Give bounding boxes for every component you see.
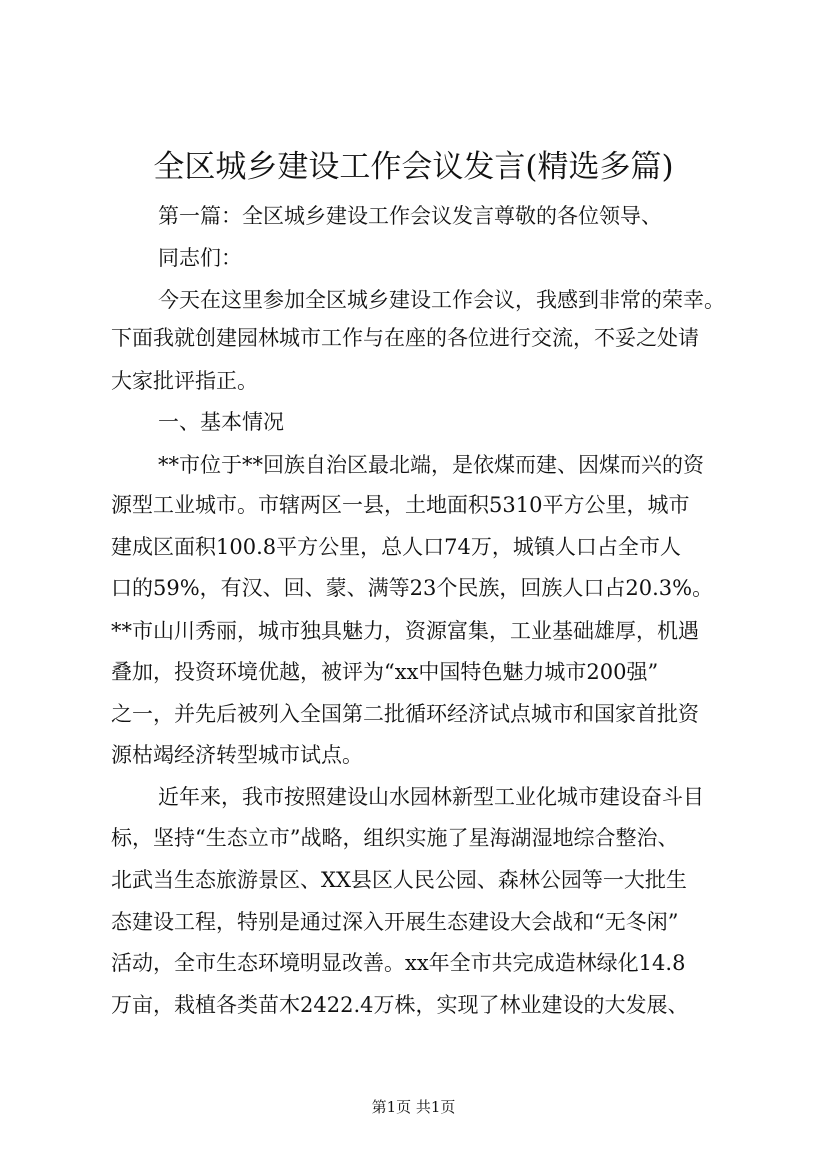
text-line: 今天在这里参加全区城乡建设工作会议，我感到非常的荣幸。 <box>158 288 725 312</box>
document-title: 全区城乡建设工作会议发言(精选多篇) <box>153 149 674 185</box>
page-number-footer: 第1页 共1页 <box>371 1098 456 1116</box>
text-line: 源型工业城市。市辖两区一县，土地面积5310平方公里，城市 <box>111 493 690 517</box>
text-line: 源枯竭经济转型城市试点。 <box>111 743 363 767</box>
text-line: 活动，全市生态环境明显改善。xx年全市共完成造林绿化14.8 <box>111 951 686 975</box>
text-line: 第一篇：全区城乡建设工作会议发言尊敬的各位领导、 <box>158 204 662 228</box>
text-line: 大家批评指正。 <box>111 369 258 393</box>
text-line: **市位于**回族自治区最北端，是依煤而建、因煤而兴的资 <box>158 453 704 477</box>
text-line: 口的59%，有汉、回、蒙、满等23个民族，回族人口占20.3%。 <box>111 576 714 600</box>
text-line: 同志们： <box>158 246 242 270</box>
text-line: 态建设工程，特别是通过深入开展生态建设大会战和“无冬闲” <box>111 910 679 934</box>
text-line: 近年来，我市按照建设山水园林新型工业化城市建设奋斗目 <box>158 785 704 809</box>
text-line: 叠加，投资环境优越，被评为“xx中国特色魅力城市200强” <box>111 660 659 684</box>
text-line: 建成区面积100.8平方公里，总人口74万，城镇人口占全市人 <box>111 535 681 559</box>
text-line: 之一，并先后被列入全国第二批循环经济试点城市和国家首批资 <box>111 702 699 726</box>
text-line: 万亩，栽植各类苗木2422.4万株，实现了林业建设的大发展、 <box>111 993 689 1017</box>
text-line: 标，坚持“生态立市”战略，组织实施了星海湖湿地综合整治、 <box>111 826 679 850</box>
text-line: 北武当生态旅游景区、XX县区人民公园、森林公园等一大批生 <box>111 868 687 892</box>
section-heading: 一、基本情况 <box>158 410 284 434</box>
text-line: 下面我就创建园林城市工作与在座的各位进行交流，不妥之处请 <box>111 326 699 350</box>
text-line: **市山川秀丽，城市独具魅力，资源富集，工业基础雄厚，机遇 <box>111 619 699 643</box>
